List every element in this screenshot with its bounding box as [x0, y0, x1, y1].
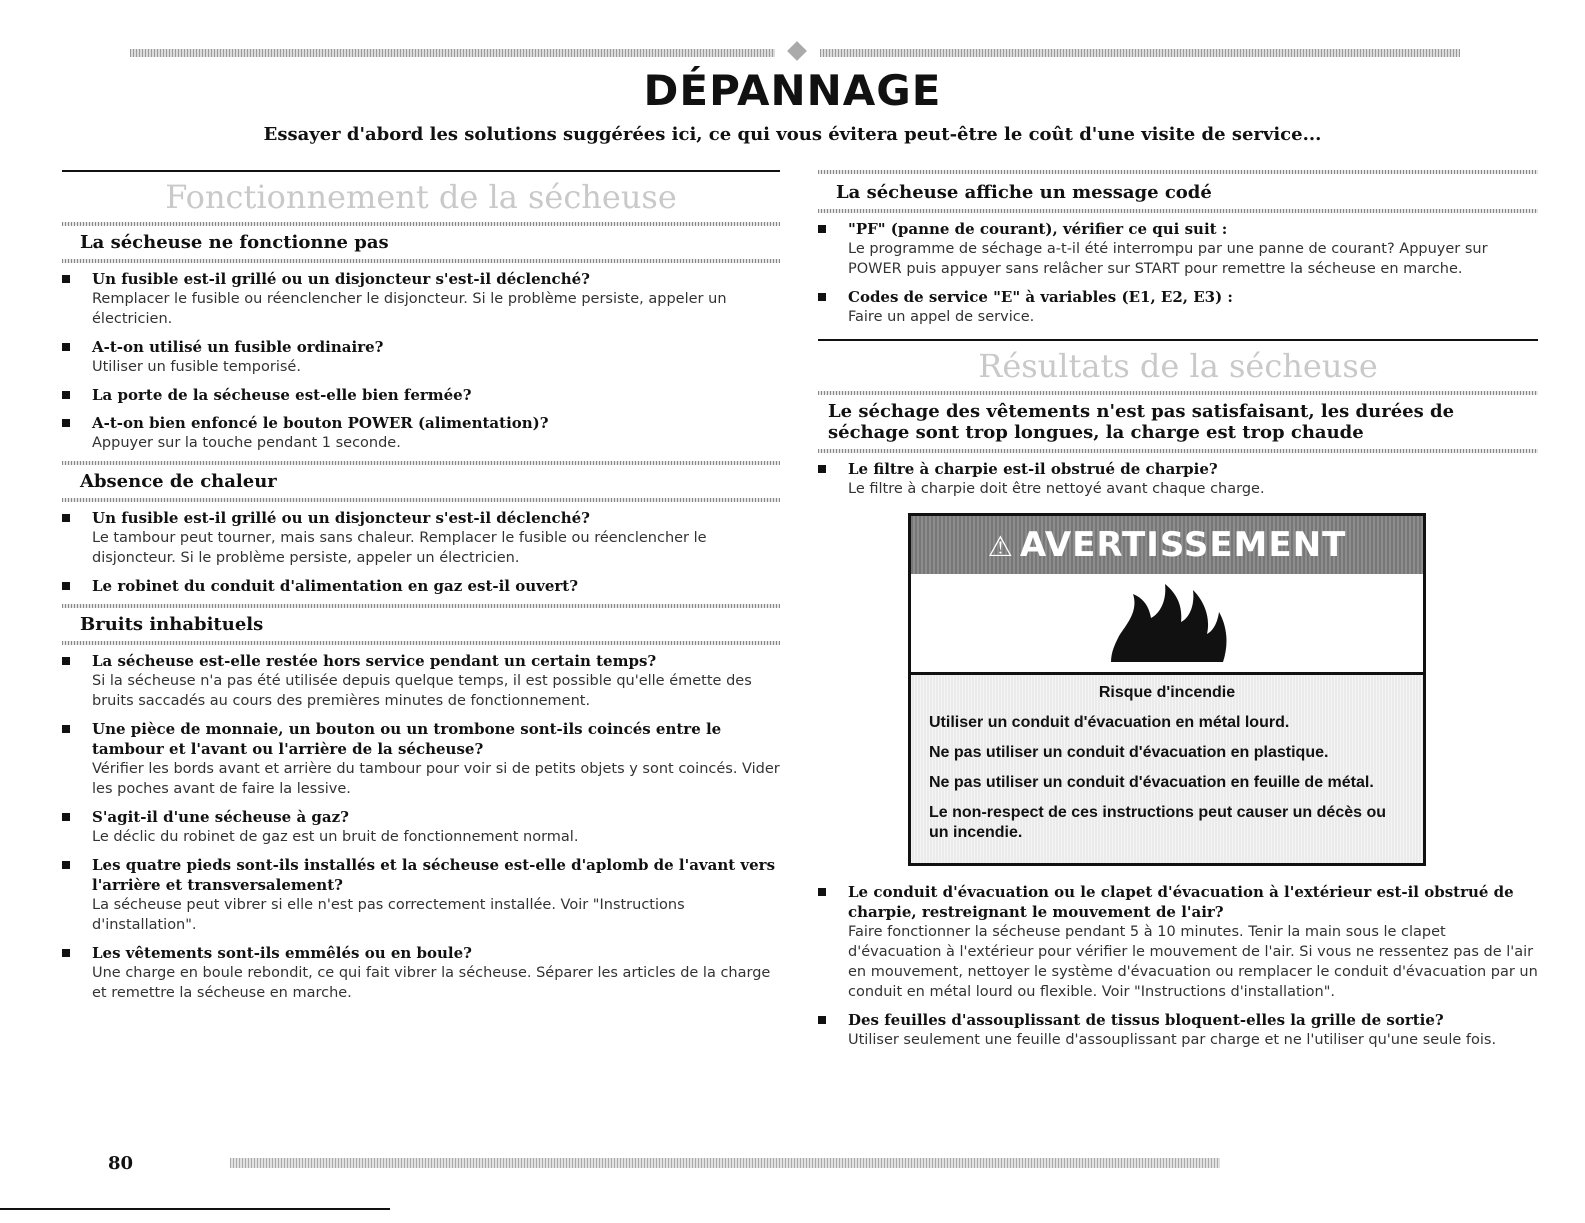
bullet-icon: [62, 275, 70, 283]
divider: [62, 641, 780, 645]
list-item: [818, 1010, 1538, 1050]
answer: Appuyer sur la touche pendant 1 seconde.: [92, 435, 401, 451]
question: S'agit-il d'une sécheuse à gaz?: [92, 808, 349, 826]
warning-triangle-icon: ⚠: [987, 530, 1014, 563]
bullet-icon: [818, 293, 826, 301]
answer: Si la sécheuse n'a pas été utilisée depuis quelque temps, il est possible qu'elle émette des bruits saccadés au cours des premières minutes de fonctionnement.: [92, 673, 752, 709]
warning-text: [911, 675, 1423, 863]
bullet-icon: [62, 582, 70, 590]
answer: Le programme de séchage a-t-il été interrompu par une panne de courant? Appuyer sur POWER puis appuyer sans relâcher sur START pour remettre la sécheuse en marche.: [848, 241, 1488, 277]
answer: Le filtre à charpie doit être nettoyé avant chaque charge.: [848, 481, 1265, 497]
bullet-icon: [62, 391, 70, 399]
page-number: 80: [108, 1153, 134, 1174]
list-item: [62, 651, 780, 711]
question: A-t-on utilisé un fusible ordinaire?: [92, 338, 384, 356]
list-item: [818, 219, 1538, 279]
bullet-icon: [62, 949, 70, 957]
bullet-icon: [62, 657, 70, 665]
answer: Utiliser un fusible temporisé.: [92, 359, 301, 375]
answer: La sécheuse peut vibrer si elle n'est pas correctement installée. Voir "Instructions d'installation".: [92, 897, 685, 933]
answer: Une charge en boule rebondit, ce qui fait vibrer la sécheuse. Séparer les articles de la charge et remettre la sécheuse en marche.: [92, 965, 771, 1001]
list-item: [62, 576, 780, 596]
fire-icon: [911, 574, 1423, 675]
page-subtitle: Essayer d'abord les solutions suggérées ici, ce qui vous évitera peut-être le coût d'une visite de service...: [263, 124, 1322, 145]
answer: Utiliser seulement une feuille d'assouplissant par charge et ne l'utiliser qu'une seule fois.: [848, 1032, 1497, 1048]
answer: Remplacer le fusible ou réenclencher le disjoncteur. Si le problème persiste, appeler un électricien.: [92, 291, 727, 327]
question: A-t-on bien enfoncé le bouton POWER (alimentation)?: [92, 414, 549, 432]
question: Codes de service "E" à variables (E1, E2, E3) :: [848, 288, 1233, 306]
question: La porte de la sécheuse est-elle bien fermée?: [92, 386, 472, 404]
warning-header: [911, 516, 1423, 574]
group-heading: Absence de chaleur: [80, 471, 277, 492]
list-item: [62, 269, 780, 329]
divider: [818, 449, 1538, 453]
bullet-icon: [62, 813, 70, 821]
warning-box: [908, 513, 1426, 866]
group-heading: La sécheuse affiche un message codé: [836, 182, 1212, 203]
left-column: [62, 170, 780, 1011]
bullet-icon: [62, 725, 70, 733]
warning-line: Utiliser un conduit d'évacuation en métal lourd.: [929, 714, 1290, 731]
divider: [62, 498, 780, 502]
warning-line: Le non-respect de ces instructions peut causer un décès ou un incendie.: [929, 804, 1387, 841]
list-item: [62, 943, 780, 1003]
diamond-ornament-icon: [787, 41, 807, 61]
question: Les vêtements sont-ils emmêlés ou en boule?: [92, 944, 472, 962]
question: "PF" (panne de courant), vérifier ce qui suit :: [848, 220, 1228, 238]
group-heading: La sécheuse ne fonctionne pas: [80, 232, 389, 253]
section-title-fonctionnement: Fonctionnement de la sécheuse: [165, 178, 677, 216]
divider: [62, 259, 780, 263]
group-heading: Le séchage des vêtements n'est pas satisfaisant, les durées de séchage sont trop longues, la charge est trop chaude: [828, 401, 1455, 443]
header-decoration: [130, 46, 1460, 60]
answer: Le tambour peut tourner, mais sans chaleur. Remplacer le fusible ou réenclencher le disjoncteur. Si le problème persiste, appeler un électricien.: [92, 530, 707, 566]
question: Un fusible est-il grillé ou un disjoncteur s'est-il déclenché?: [92, 509, 590, 527]
list-item: [818, 287, 1538, 327]
bullet-icon: [62, 343, 70, 351]
warning-line: Ne pas utiliser un conduit d'évacuation en plastique.: [929, 744, 1329, 761]
question: Les quatre pieds sont-ils installés et la sécheuse est-elle d'aplomb de l'avant vers l'arrière et transversalement?: [92, 856, 776, 894]
question: Des feuilles d'assouplissant de tissus bloquent-elles la grille de sortie?: [848, 1011, 1444, 1029]
footer-rule: [0, 1208, 390, 1210]
divider: [62, 170, 780, 172]
bullet-icon: [818, 225, 826, 233]
section-title-resultats: Résultats de la sécheuse: [978, 347, 1378, 385]
answer: Faire fonctionner la sécheuse pendant 5 à 10 minutes. Tenir la main sous le clapet d'évacuation à l'extérieur pour vérifier le mouvement de l'air. Si vous ne ressentez pas de l'air en mouvement, nettoyer le système d'évacuation ou remplacer le conduit d'évacuation par un conduit en métal lourd ou flexible. Voir "Instructions d'installation".: [848, 924, 1538, 1000]
bullet-icon: [818, 888, 826, 896]
answer: Faire un appel de service.: [848, 309, 1035, 325]
risk-label: Risque d'incendie: [1098, 684, 1236, 701]
question: Une pièce de monnaie, un bouton ou un trombone sont-ils coincés entre le tambour et l'avant ou l'arrière de la sécheuse?: [92, 720, 722, 758]
question: Le conduit d'évacuation ou le clapet d'évacuation à l'extérieur est-il obstrué de charpie, restreignant le mouvement de l'air?: [848, 883, 1514, 921]
divider: [818, 209, 1538, 213]
question: Le filtre à charpie est-il obstrué de charpie?: [848, 460, 1218, 478]
question: Le robinet du conduit d'alimentation en gaz est-il ouvert?: [92, 577, 579, 595]
list-item: [62, 413, 780, 453]
divider: [818, 339, 1538, 341]
page-title: DÉPANNAGE: [643, 66, 942, 115]
list-item: [62, 337, 780, 377]
list-item: [62, 719, 780, 799]
question: La sécheuse est-elle restée hors service pendant un certain temps?: [92, 652, 657, 670]
bullet-icon: [62, 514, 70, 522]
right-column: [818, 170, 1538, 1058]
group-heading: Bruits inhabituels: [80, 614, 264, 635]
warning-line: Ne pas utiliser un conduit d'évacuation en feuille de métal.: [929, 774, 1374, 791]
bullet-icon: [62, 861, 70, 869]
list-item: [62, 385, 780, 405]
bullet-icon: [62, 419, 70, 427]
list-item: [62, 508, 780, 568]
footer-decoration: [230, 1158, 1220, 1168]
list-item: [818, 459, 1538, 499]
bullet-icon: [818, 465, 826, 473]
question: Un fusible est-il grillé ou un disjoncteur s'est-il déclenché?: [92, 270, 590, 288]
list-item: [62, 807, 780, 847]
bullet-icon: [818, 1016, 826, 1024]
warning-title: AVERTISSEMENT: [1019, 525, 1347, 565]
answer: Le déclic du robinet de gaz est un bruit de fonctionnement normal.: [92, 829, 579, 845]
list-item: [62, 855, 780, 935]
answer: Vérifier les bords avant et arrière du tambour pour voir si de petits objets y sont coincés. Vider les poches avant de faire la lessive.: [92, 761, 780, 797]
list-item: [818, 882, 1538, 1002]
